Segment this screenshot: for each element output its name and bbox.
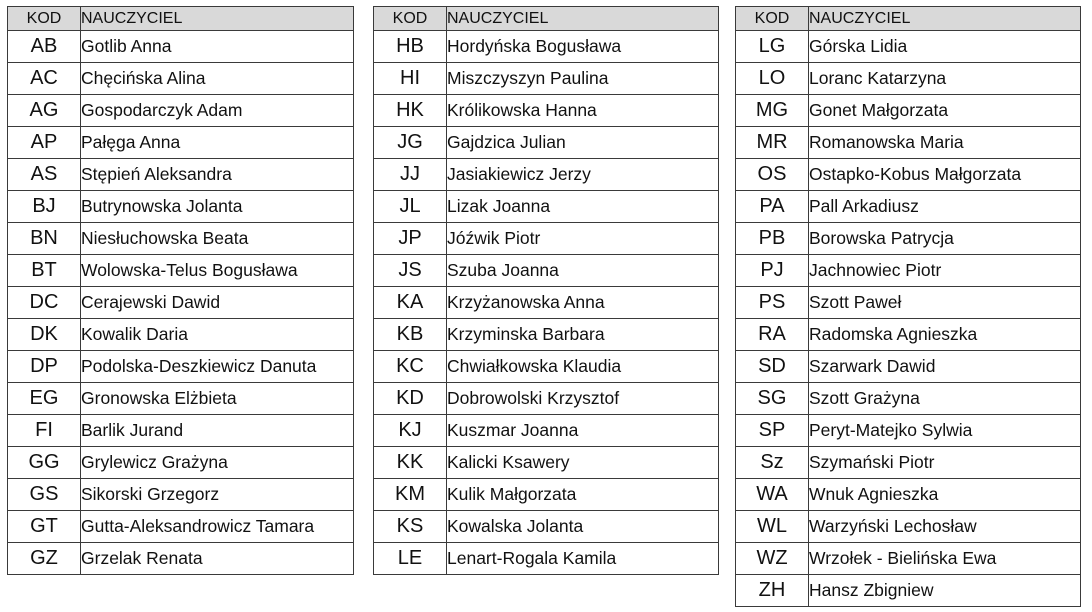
code-column-header: KOD — [8, 7, 81, 31]
table-row — [8, 159, 354, 191]
table-row — [736, 63, 1081, 95]
table-row — [374, 383, 719, 415]
teacher-code-cell: KS — [374, 511, 447, 543]
table-row — [736, 447, 1081, 479]
table-row — [374, 351, 719, 383]
table-row — [8, 415, 354, 447]
teacher-code-cell: BT — [8, 255, 81, 287]
teacher-name-cell: Niesłuchowska Beata — [81, 223, 354, 255]
teacher-name-cell: Warzyński Lechosław — [809, 511, 1081, 543]
teacher-name-cell: Grzelak Renata — [81, 543, 354, 575]
table-row — [8, 223, 354, 255]
teacher-name-cell: Kalicki Ksawery — [447, 447, 719, 479]
teacher-name-cell: Podolska-Deszkiewicz Danuta — [81, 351, 354, 383]
teacher-name-cell: Królikowska Hanna — [447, 95, 719, 127]
teacher-code-cell: ZH — [736, 575, 809, 607]
table-row — [374, 159, 719, 191]
teacher-code-table-3 — [735, 6, 1081, 607]
teacher-code-cell: PJ — [736, 255, 809, 287]
table-row — [374, 95, 719, 127]
teacher-code-cell: LE — [374, 543, 447, 575]
table-row — [736, 255, 1081, 287]
table-row — [736, 127, 1081, 159]
table-row — [736, 31, 1081, 63]
teacher-name-cell: Borowska Patrycja — [809, 223, 1081, 255]
teacher-name-cell: Ostapko-Kobus Małgorzata — [809, 159, 1081, 191]
teacher-code-cell: RA — [736, 319, 809, 351]
table-row — [374, 479, 719, 511]
table-row — [8, 95, 354, 127]
table-row — [8, 543, 354, 575]
table-row — [374, 63, 719, 95]
teacher-code-cell: GZ — [8, 543, 81, 575]
table-row — [736, 223, 1081, 255]
teacher-code-cell: KB — [374, 319, 447, 351]
teacher-code-cell: AP — [8, 127, 81, 159]
teacher-code-cell: MG — [736, 95, 809, 127]
teacher-code-cell: KJ — [374, 415, 447, 447]
teacher-code-cell: SD — [736, 351, 809, 383]
teacher-name-cell: Loranc Katarzyna — [809, 63, 1081, 95]
code-column-header: KOD — [736, 7, 809, 31]
teacher-code-cell: JS — [374, 255, 447, 287]
teacher-code-cell: DP — [8, 351, 81, 383]
table-row — [8, 383, 354, 415]
teacher-name-cell: Gutta-Aleksandrowicz Tamara — [81, 511, 354, 543]
teacher-name-cell: Krzyżanowska Anna — [447, 287, 719, 319]
table-row — [8, 479, 354, 511]
teacher-code-cell: BJ — [8, 191, 81, 223]
table-row — [374, 255, 719, 287]
table-row — [374, 511, 719, 543]
teacher-code-cell: EG — [8, 383, 81, 415]
table-row — [374, 31, 719, 63]
teacher-name-cell: Szuba Joanna — [447, 255, 719, 287]
teacher-column-header: NAUCZYCIEL — [81, 7, 354, 31]
table-row — [8, 63, 354, 95]
teacher-code-cell: BN — [8, 223, 81, 255]
table-row — [374, 223, 719, 255]
table-row — [8, 31, 354, 63]
teacher-code-cell: HK — [374, 95, 447, 127]
table-row — [736, 575, 1081, 607]
table-row — [736, 95, 1081, 127]
teacher-code-cell: WA — [736, 479, 809, 511]
teacher-name-cell: Szarwark Dawid — [809, 351, 1081, 383]
teacher-code-cell: PB — [736, 223, 809, 255]
table-row — [736, 543, 1081, 575]
teacher-name-cell: Butrynowska Jolanta — [81, 191, 354, 223]
teacher-name-cell: Dobrowolski Krzysztof — [447, 383, 719, 415]
teacher-code-cell: DK — [8, 319, 81, 351]
teacher-name-cell: Jasiakiewicz Jerzy — [447, 159, 719, 191]
teacher-name-cell: Jóźwik Piotr — [447, 223, 719, 255]
teacher-code-cell: JP — [374, 223, 447, 255]
teacher-name-cell: Jachnowiec Piotr — [809, 255, 1081, 287]
teacher-name-cell: Miszczyszyn Paulina — [447, 63, 719, 95]
teacher-code-cell: GG — [8, 447, 81, 479]
teacher-name-cell: Gotlib Anna — [81, 31, 354, 63]
teacher-code-cell: HI — [374, 63, 447, 95]
table-row — [8, 255, 354, 287]
teacher-name-cell: Romanowska Maria — [809, 127, 1081, 159]
teacher-name-cell: Gospodarczyk Adam — [81, 95, 354, 127]
teacher-code-cell: LO — [736, 63, 809, 95]
teacher-name-cell: Chęcińska Alina — [81, 63, 354, 95]
teacher-code-cell: PS — [736, 287, 809, 319]
teacher-name-cell: Szott Paweł — [809, 287, 1081, 319]
teacher-name-cell: Chwiałkowska Klaudia — [447, 351, 719, 383]
teacher-name-cell: Wnuk Agnieszka — [809, 479, 1081, 511]
teacher-code-cell: KM — [374, 479, 447, 511]
table-row — [374, 287, 719, 319]
teacher-name-cell: Sikorski Grzegorz — [81, 479, 354, 511]
table-row — [374, 127, 719, 159]
teacher-code-cell: JL — [374, 191, 447, 223]
table-row — [8, 511, 354, 543]
teacher-name-cell: Lenart-Rogala Kamila — [447, 543, 719, 575]
teacher-code-cell: SP — [736, 415, 809, 447]
table-header-row — [8, 7, 354, 31]
table-row — [8, 191, 354, 223]
teacher-code-cell: KA — [374, 287, 447, 319]
teacher-name-cell: Radomska Agnieszka — [809, 319, 1081, 351]
teacher-code-cell: WL — [736, 511, 809, 543]
teacher-code-cell: AS — [8, 159, 81, 191]
table-row — [736, 191, 1081, 223]
table-row — [736, 383, 1081, 415]
table-row — [8, 287, 354, 319]
teacher-name-cell: Cerajewski Dawid — [81, 287, 354, 319]
teacher-code-cell: AG — [8, 95, 81, 127]
teacher-code-cell: FI — [8, 415, 81, 447]
teacher-name-cell: Peryt-Matejko Sylwia — [809, 415, 1081, 447]
table-row — [374, 191, 719, 223]
teacher-code-cell: KK — [374, 447, 447, 479]
teacher-code-cell: MR — [736, 127, 809, 159]
table-row — [374, 415, 719, 447]
teacher-name-cell: Gajdzica Julian — [447, 127, 719, 159]
teacher-code-table-1 — [7, 6, 354, 575]
teacher-name-cell: Krzyminska Barbara — [447, 319, 719, 351]
table-row — [8, 319, 354, 351]
teacher-code-cell: WZ — [736, 543, 809, 575]
table-row — [736, 159, 1081, 191]
table-row — [374, 319, 719, 351]
table-row — [736, 415, 1081, 447]
teacher-name-cell: Barlik Jurand — [81, 415, 354, 447]
teacher-name-cell: Lizak Joanna — [447, 191, 719, 223]
teacher-code-cell: OS — [736, 159, 809, 191]
teacher-name-cell: Wrzołek - Bielińska Ewa — [809, 543, 1081, 575]
table-row — [736, 351, 1081, 383]
table-row — [736, 479, 1081, 511]
teacher-name-cell: Szott Grażyna — [809, 383, 1081, 415]
teacher-name-cell: Kuszmar Joanna — [447, 415, 719, 447]
teacher-name-cell: Kowalik Daria — [81, 319, 354, 351]
teacher-name-cell: Pall Arkadiusz — [809, 191, 1081, 223]
table-row — [8, 351, 354, 383]
teacher-name-cell: Gonet Małgorzata — [809, 95, 1081, 127]
teacher-name-cell: Kowalska Jolanta — [447, 511, 719, 543]
teacher-name-cell: Pałęga Anna — [81, 127, 354, 159]
teacher-code-cell: HB — [374, 31, 447, 63]
teacher-code-cell: LG — [736, 31, 809, 63]
table-header-row — [736, 7, 1081, 31]
teacher-name-cell: Szymański Piotr — [809, 447, 1081, 479]
teacher-code-cell: GS — [8, 479, 81, 511]
table-row — [8, 127, 354, 159]
table-row — [8, 447, 354, 479]
teacher-name-cell: Gronowska Elżbieta — [81, 383, 354, 415]
table-row — [736, 287, 1081, 319]
teacher-name-cell: Hansz Zbigniew — [809, 575, 1081, 607]
teacher-code-cell: JJ — [374, 159, 447, 191]
teacher-code-cell: SG — [736, 383, 809, 415]
teacher-name-cell: Grylewicz Grażyna — [81, 447, 354, 479]
teacher-code-cell: DC — [8, 287, 81, 319]
table-row — [736, 319, 1081, 351]
teacher-name-cell: Hordyńska Bogusława — [447, 31, 719, 63]
teacher-code-cell: GT — [8, 511, 81, 543]
teacher-code-cell: KD — [374, 383, 447, 415]
table-row — [374, 447, 719, 479]
teacher-column-header: NAUCZYCIEL — [447, 7, 719, 31]
table-row — [736, 511, 1081, 543]
teacher-name-cell: Górska Lidia — [809, 31, 1081, 63]
teacher-column-header: NAUCZYCIEL — [809, 7, 1081, 31]
teacher-code-cell: AC — [8, 63, 81, 95]
table-row — [374, 543, 719, 575]
table-header-row — [374, 7, 719, 31]
teacher-code-cell: Sz — [736, 447, 809, 479]
teacher-name-cell: Kulik Małgorzata — [447, 479, 719, 511]
teacher-code-cell: PA — [736, 191, 809, 223]
teacher-code-cell: AB — [8, 31, 81, 63]
code-column-header: KOD — [374, 7, 447, 31]
teacher-code-table-2 — [373, 6, 719, 575]
teacher-code-cell: KC — [374, 351, 447, 383]
teacher-name-cell: Stępień Aleksandra — [81, 159, 354, 191]
teacher-name-cell: Wolowska-Telus Bogusława — [81, 255, 354, 287]
teacher-code-cell: JG — [374, 127, 447, 159]
